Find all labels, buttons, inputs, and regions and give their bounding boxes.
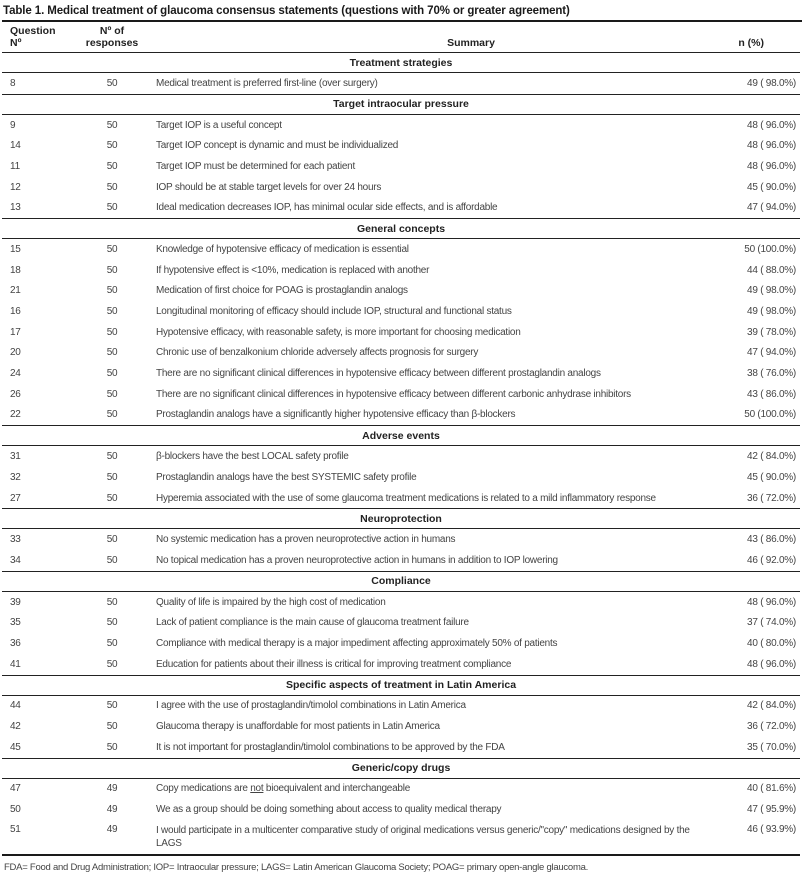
section-header-row: [2, 675, 800, 695]
summary-text: There are no significant clinical differences in hypotensive efficacy between different prostaglandin analogs: [156, 368, 601, 380]
table-row: [2, 405, 800, 426]
response-count: 49: [74, 820, 150, 855]
table-row: [2, 695, 800, 716]
agreement-result: 49 ( 98.0%): [747, 77, 796, 89]
summary-text: No topical medication has a proven neuroprotective action in humans in addition to IOP lowering: [156, 554, 558, 566]
summary-text: I agree with the use of prostaglandin/timolol combinations in Latin America: [156, 700, 466, 712]
summary-fragment: Copy medications are: [156, 783, 251, 795]
table-row: [2, 281, 800, 302]
summary-text: Ideal medication decreases IOP, has minimal ocular side effects, and is affordable: [156, 202, 498, 214]
table-row: [2, 467, 800, 488]
summary-text: Education for patients about their illness is critical for improving treatment compliance: [156, 658, 512, 670]
agreement-result: 38 ( 76.0%): [747, 368, 796, 380]
summary-text: Longitudinal monitoring of efficacy should include IOP, structural and functional status: [156, 306, 512, 318]
response-count: 50: [106, 637, 118, 649]
summary-text: [150, 778, 692, 799]
table-row: [2, 737, 800, 758]
summary-text: Target IOP is a useful concept: [156, 119, 282, 131]
summary-text: Compliance with medical therapy is a major impediment affecting approximately 50% of patients: [156, 637, 558, 649]
response-count: 50: [106, 285, 118, 297]
question-number: 21: [10, 285, 21, 297]
agreement-result: 47 ( 95.9%): [747, 804, 796, 816]
agreement-result: 45 ( 90.0%): [747, 471, 796, 483]
summary-text: No systemic medication has a proven neuroprotective action in humans: [156, 534, 456, 546]
section-title: Compliance: [2, 571, 800, 591]
response-count: 50: [106, 451, 118, 463]
agreement-result: 43 ( 86.0%): [747, 388, 796, 400]
agreement-result: 47 ( 94.0%): [747, 202, 796, 214]
agreement-result: 46 ( 93.9%): [692, 820, 800, 855]
question-number: 42: [10, 721, 21, 733]
response-count: 50: [106, 471, 118, 483]
question-number: 26: [10, 388, 21, 400]
table-body: [2, 53, 800, 855]
question-number: 44: [10, 700, 21, 712]
agreement-result: 48 ( 96.0%): [747, 140, 796, 152]
response-count: 50: [106, 658, 118, 670]
question-number: 22: [10, 409, 21, 421]
summary-text: There are no significant clinical differences in hypotensive efficacy between different carbonic anhydrase inhibitors: [156, 388, 631, 400]
table-row: [2, 301, 800, 322]
response-count: 50: [106, 119, 118, 131]
question-number: 8: [10, 77, 16, 89]
response-count: 50: [106, 368, 118, 380]
question-number: 47: [10, 783, 21, 795]
question-number: 11: [10, 160, 20, 172]
agreement-result: 49 ( 98.0%): [747, 285, 796, 297]
section-title: General concepts: [2, 219, 800, 239]
agreement-result: 40 ( 81.6%): [747, 783, 796, 795]
question-number: 31: [10, 451, 21, 463]
summary-text: It is not important for prostaglandin/timolol combinations to be approved by the FDA: [156, 741, 505, 753]
table-row: [2, 488, 800, 509]
header-summary: Summary: [150, 22, 692, 53]
question-number: 16: [10, 306, 21, 318]
summary-text: Hyperemia associated with the use of some glaucoma treatment medications is related to a mild inflammatory response: [156, 492, 656, 504]
table-row: [2, 446, 800, 467]
table-row: [2, 156, 800, 177]
summary-text: Target IOP concept is dynamic and must be individualized: [156, 140, 399, 152]
table-row: [2, 114, 800, 135]
summary-text: IOP should be at stable target levels for over 24 hours: [156, 181, 382, 193]
table-row: [2, 820, 800, 855]
response-count: 50: [106, 700, 118, 712]
question-number: 24: [10, 368, 21, 380]
table-row: [2, 177, 800, 198]
agreement-result: 43 ( 86.0%): [747, 534, 796, 546]
table-row: [2, 260, 800, 281]
question-number: 9: [10, 119, 16, 131]
agreement-result: 50 (100.0%): [744, 409, 796, 421]
question-number: 33: [10, 534, 21, 546]
question-number: 14: [10, 140, 21, 152]
header-question: [2, 22, 74, 53]
question-number: 12: [10, 181, 21, 193]
table-row: [2, 633, 800, 654]
table-row: [2, 239, 800, 260]
question-number: 36: [10, 637, 21, 649]
header-responses: [74, 22, 150, 53]
summary-text: Lack of patient compliance is the main cause of glaucoma treatment failure: [156, 617, 469, 629]
agreement-result: 50 (100.0%): [744, 243, 796, 255]
agreement-result: 48 ( 96.0%): [747, 160, 796, 172]
response-count: 50: [106, 741, 118, 753]
table-row: [2, 591, 800, 612]
consensus-table: [2, 22, 800, 856]
response-count: 50: [106, 554, 118, 566]
summary-text: If hypotensive effect is <10%, medication is replaced with another: [156, 264, 430, 276]
question-number: 35: [10, 617, 21, 629]
header-responses-line1: Nº of: [99, 25, 125, 37]
section-title: Target intraocular pressure: [2, 94, 800, 114]
question-number: 18: [10, 264, 21, 276]
question-number: 39: [10, 596, 21, 608]
question-number: 51: [2, 820, 74, 855]
agreement-result: 48 ( 96.0%): [747, 596, 796, 608]
response-count: 50: [106, 326, 118, 338]
table-footnote: FDA= Food and Drug Administration; IOP= Intraocular pressure; LAGS= Latin American Glaucoma Society; POAG= primary open-angle glaucoma.: [4, 861, 589, 873]
header-row: [2, 22, 800, 53]
agreement-result: 42 ( 84.0%): [747, 451, 796, 463]
summary-text: Chronic use of benzalkonium chloride adversely affects prognosis for surgery: [156, 347, 479, 359]
agreement-result: 40 ( 80.0%): [747, 637, 796, 649]
response-count: 50: [106, 202, 118, 214]
table-row: [2, 343, 800, 364]
response-count: 49: [106, 804, 118, 816]
header-question-line2: Nº: [10, 37, 22, 49]
table-row: [2, 363, 800, 384]
summary-emphasis: not: [250, 783, 264, 795]
table-row: [2, 612, 800, 633]
response-count: 50: [106, 596, 118, 608]
response-count: 50: [106, 306, 118, 318]
summary-text: Medication of first choice for POAG is prostaglandin analogs: [156, 285, 408, 297]
agreement-result: 42 ( 84.0%): [747, 700, 796, 712]
table-row: [2, 799, 800, 820]
summary-text: Glaucoma therapy is unaffordable for most patients in Latin America: [156, 721, 440, 733]
question-number: 34: [10, 554, 21, 566]
table-row: [2, 716, 800, 737]
header-question-line1: Question: [10, 25, 56, 37]
question-number: 50: [10, 804, 21, 816]
summary-text: Quality of life is impaired by the high cost of medication: [156, 596, 386, 608]
section-title: Adverse events: [2, 426, 800, 446]
summary-text: Prostaglandin analogs have a significantly higher hypotensive efficacy than β-blockers: [156, 409, 516, 421]
table-row: [2, 654, 800, 675]
question-number: 45: [10, 741, 21, 753]
agreement-result: 48 ( 96.0%): [747, 119, 796, 131]
agreement-result: 36 ( 72.0%): [747, 492, 796, 504]
question-number: 17: [10, 326, 21, 338]
summary-fragment: bioequivalent and interchangeable: [263, 783, 411, 795]
summary-text: Knowledge of hypotensive efficacy of medication is essential: [156, 243, 409, 255]
section-header-row: [2, 53, 800, 73]
agreement-result: 39 ( 78.0%): [747, 326, 796, 338]
response-count: 50: [106, 243, 118, 255]
response-count: 50: [106, 492, 118, 504]
response-count: 50: [106, 140, 118, 152]
header-n-percent: n (%): [692, 22, 800, 53]
table-row: [2, 778, 800, 799]
section-title: Generic/copy drugs: [2, 758, 800, 778]
response-count: 50: [106, 534, 118, 546]
section-header-row: [2, 219, 800, 239]
summary-text: We as a group should be doing something about access to quality medical therapy: [156, 804, 502, 816]
table-row: [2, 73, 800, 95]
summary-text: Hypotensive efficacy, with reasonable safety, is more important for choosing medication: [156, 326, 521, 338]
question-number: 20: [10, 347, 21, 359]
table-title: Table 1. Medical treatment of glaucoma consensus statements (questions with 70% or greater agreement): [2, 0, 802, 22]
table-row: [2, 529, 800, 550]
question-number: 13: [10, 202, 21, 214]
section-title: Specific aspects of treatment in Latin America: [2, 675, 800, 695]
table-row: [2, 550, 800, 571]
agreement-result: 46 ( 92.0%): [747, 554, 796, 566]
header-responses-line2: responses: [85, 37, 139, 49]
summary-text: I would participate in a multicenter comparative study of original medications versus generic/"copy" medications designed by the LAGS: [150, 820, 692, 855]
agreement-result: 47 ( 94.0%): [747, 347, 796, 359]
response-count: 50: [106, 617, 118, 629]
table-row: [2, 135, 800, 156]
question-number: 27: [10, 492, 21, 504]
section-header-row: [2, 426, 800, 446]
question-number: 15: [10, 243, 21, 255]
summary-text: Medical treatment is preferred first-line (over surgery): [156, 77, 378, 89]
question-number: 32: [10, 471, 21, 483]
summary-text: β-blockers have the best LOCAL safety profile: [156, 451, 349, 463]
summary-text: Prostaglandin analogs have the best SYSTEMIC safety profile: [156, 471, 417, 483]
agreement-result: 37 ( 74.0%): [747, 617, 796, 629]
table-row: [2, 322, 800, 343]
section-header-row: [2, 758, 800, 778]
response-count: 50: [106, 409, 118, 421]
response-count: 50: [106, 181, 118, 193]
response-count: 50: [106, 160, 118, 172]
section-header-row: [2, 509, 800, 529]
section-header-row: [2, 94, 800, 114]
response-count: 50: [106, 77, 118, 89]
summary-text: Target IOP must be determined for each patient: [156, 160, 355, 172]
response-count: 49: [106, 783, 118, 795]
agreement-result: 36 ( 72.0%): [747, 721, 796, 733]
agreement-result: 49 ( 98.0%): [747, 306, 796, 318]
table-row: [2, 197, 800, 218]
agreement-result: 45 ( 90.0%): [747, 181, 796, 193]
response-count: 50: [106, 388, 118, 400]
response-count: 50: [106, 264, 118, 276]
section-title: Neuroprotection: [2, 509, 800, 529]
response-count: 50: [106, 721, 118, 733]
table-row: [2, 384, 800, 405]
response-count: 50: [106, 347, 118, 359]
question-number: 41: [10, 658, 21, 670]
agreement-result: 44 ( 88.0%): [747, 264, 796, 276]
section-title: Treatment strategies: [2, 53, 800, 73]
section-header-row: [2, 571, 800, 591]
agreement-result: 48 ( 96.0%): [747, 658, 796, 670]
agreement-result: 35 ( 70.0%): [747, 741, 796, 753]
